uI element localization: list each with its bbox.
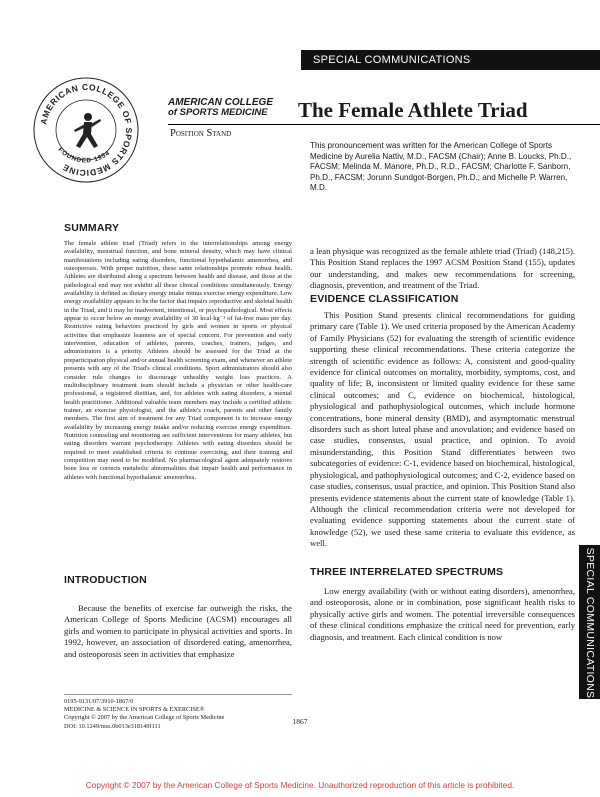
spectrums-heading: THREE INTERRELATED SPECTRUMS xyxy=(310,566,504,578)
introduction-heading: INTRODUCTION xyxy=(64,574,147,586)
position-stand-label: Position Stand xyxy=(170,128,232,139)
footnote-journal: MEDICINE & SCIENCE IN SPORTS & EXERCISE® xyxy=(64,706,205,714)
acsm-line-1: AMERICAN COLLEGE xyxy=(168,97,273,108)
right-column-lead xyxy=(310,246,575,292)
runner-figure-icon xyxy=(74,113,101,148)
introduction-paragraph: Because the benefits of exercise far outweigh the risks, the American College of Sports Medicine (ACSM) encourages all girls and women to participate in physical activities and sports. In 1992, however, an association of disordered eating, amenorrhea, and osteoporosis seen in activities that emphasize xyxy=(64,603,292,659)
title-rule xyxy=(168,124,600,125)
summary-heading: SUMMARY xyxy=(64,222,120,234)
acsm-line-2: of SPORTS MEDICINE xyxy=(168,107,268,118)
seal-ring-text: AMERICAN COLLEGE OF SPORTS MEDICINE xyxy=(38,81,135,179)
evidence-heading: EVIDENCE CLASSIFICATION xyxy=(310,293,459,305)
section-banner-label: SPECIAL COMMUNICATIONS xyxy=(313,54,471,66)
acsm-wordmark xyxy=(168,98,293,118)
copyright-notice: Copyright © 2007 by the American College of Sports Medicine. Unauthorized reproduction of this article is prohibited. xyxy=(85,780,515,790)
evidence-paragraph: This Position Stand presents clinical recommendations for guiding primary care (Table 1). We used criteria proposed by the American Academy of Family Physicians (52) for evaluating the strength of scientific evidence supporting these clinical recommendations. These criteria categorize the strength of scientific evidence as follows: A, consistent and good-quality evidence for clinical outcomes on mortality, morbidity, symptoms, cost, and quality of life; B, inconsistent or limited quality evidence for these same clinical outcomes; and C, evidence on biochemical, histological, physiological and pathophysiological outcomes, which include hormone concentrations, bone mineral density (BMD), and asymptomatic menstrual disorders such as short luteal phase and anovulation; and evidence based on case studies, consensus, usual practice, and opinion. To avoid misunderstanding, this Position Stand differentiates between two subcategories of evidence: C-1, evidence based on biochemical, histological, physiological, and pathophysiological outcomes; and C-2, evidence based on case studies, consensus, usual practice, and opinion. This Position Stand also presents evidence statements about the current state of knowledge (Table 1). Although the clinical recommendation criteria were not developed for evaluating evidence supporting statements about the current state of knowledge (52), we used these same criteria to evaluate this evidence, as well. xyxy=(310,310,575,549)
lead-paragraph: a lean physique was recognized as the female athlete triad (Triad) (148,215). This Position Stand replaces the 1997 ACSM Position Stand (155), updates our understanding, and makes new recommendations for screening, diagnosis, prevention, and treatment of the Triad. xyxy=(310,246,575,291)
section-banner xyxy=(301,50,600,70)
summary-text: The female athlete triad (Triad) refers to the interrelationships among energy availability, menstrual function, and bone mineral density, which may have clinical manifestations including eating disorders, functional hypothalamic amenorrhea, and osteoporosis. With proper nutrition, these same relationships promote robust health. Athletes are distributed along a spectrum between health and disease, and those at the pathological end may not exhibit all these clinical conditions simultaneously. Energy availability is defined as dietary energy intake minus exercise energy expenditure. Low energy availability appears to be the factor that impairs reproductive and skeletal health in the Triad, and it may be inadvertent, intentional, or psychopathological. Most effects appear to occur below an energy availability of 30 kcal·kg⁻¹ of fat-free mass per day. Restrictive eating behaviors practiced by girls and women in sports or physical activities that emphasize leanness are of special concern. For prevention and early intervention, education of athletes, parents, coaches, trainers, judges, and administrators is a priority. Athletes should be assessed for the Triad at the preparticipation physical and/or annual health screening exam, and whenever an athlete presents with any of the Triad's clinical conditions. Sport administrators should also consider rule changes to discourage unhealthy weight loss practices. A multidisciplinary treatment team should include a physician or other health-care professional, a registered dietitian, and, for athletes with eating disorders, a mental health practitioner. Additional valuable team members may include a certified athletic trainer, an exercise physiologist, and the athlete's coach, parents and other family members. The first aim of treatment for any Triad component is to increase energy availability by increasing energy intake and/or reducing exercise energy expenditure. Nutrition counseling and monitoring are sufficient interventions for many athletes, but eating disorders warrant psychotherapy. Athletes with eating disorders should be required to meet established criteria to continue exercising, and their training and competition may need to be modified. No pharmacological agent adequately restores bone loss or corrects metabolic abnormalities that impair health and performance in athletes with functional hypothalamic amenorrhea. xyxy=(64,240,292,481)
acsm-seal-logo xyxy=(28,72,144,188)
spectrums-text xyxy=(310,586,575,643)
seal-year-text: FOUNDED 1954 xyxy=(56,146,112,165)
footnote-doi: DOI: 10.1249/mss.0b013e318149f111 xyxy=(64,722,161,730)
footnote-copyright: Copyright © 2007 by the American College of Sports Medicine xyxy=(64,714,225,722)
side-tab-label: SPECIAL COMMUNICATIONS xyxy=(584,547,596,699)
footnote-divider xyxy=(64,694,292,695)
authors-note: This pronouncement was written for the American College of Sports Medicine by Aurelia Nattiv, M.D., FACSM (Chair); Anne B. Loucks, Ph.D., FACSM; Melinda M. Manore, Ph.D., R.D., FACSM; Charlotte F. Sanborn, Ph.D., FACSM; Jorunn Sundgot-Borgen, Ph.D.; and Michelle P. Warren, M.D. xyxy=(310,141,572,192)
page-number: 1867 xyxy=(292,717,308,726)
spectrums-paragraph: Low energy availability (with or without eating disorders), amenorrhea, and osteoporosis, alone or in combination, pose significant health risks to physically active girls and women. The potential irreversible consequences of these clinical conditions emphasize the critical need for prevention, early diagnosis, and treatment. Each clinical condition is now xyxy=(310,586,575,642)
footnote-issn: 0195-9131/07/3910-1867/0 xyxy=(64,698,134,705)
introduction-text xyxy=(64,603,292,660)
page-title: The Female Athlete Triad xyxy=(298,98,528,122)
evidence-text xyxy=(310,310,575,550)
